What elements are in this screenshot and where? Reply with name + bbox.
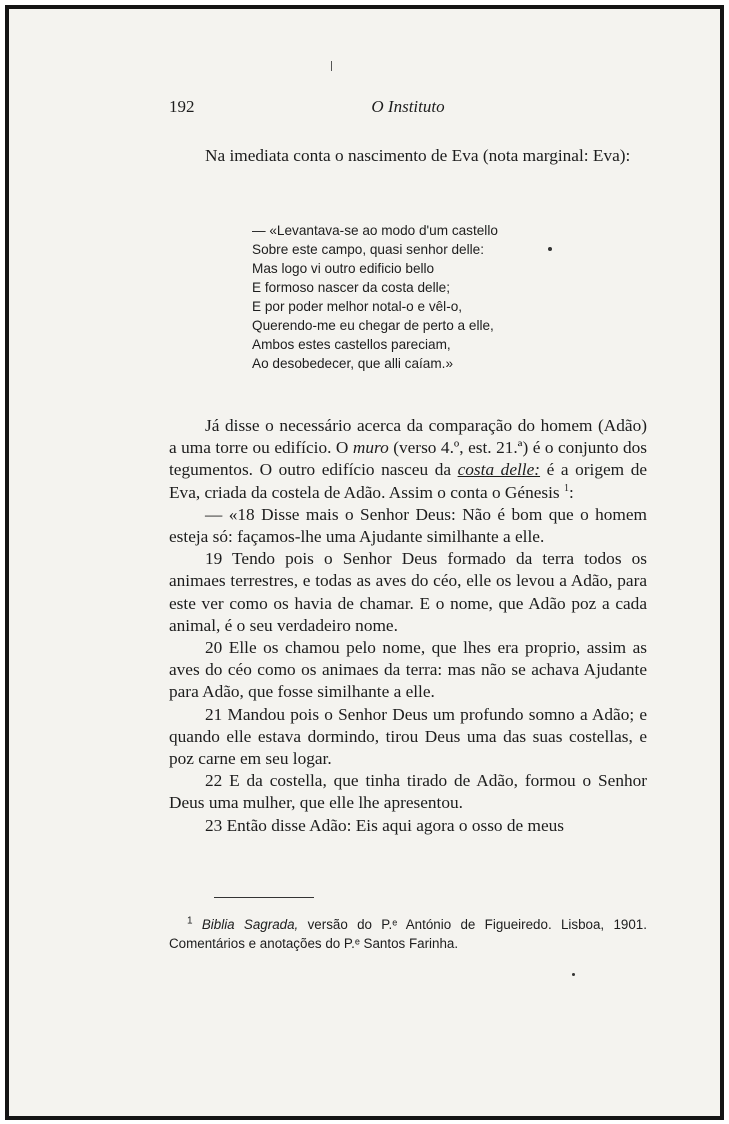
footnote-text: versão do P.ᵉ António de Figueiredo. Lisboa, 1901. Comentários e anotações do P.ᵉ Santos Farinha. xyxy=(169,917,647,951)
intro-text: Na imediata conta o nascimento de Eva (nota marginal: Eva): xyxy=(205,146,631,165)
footnote-title: Biblia Sagrada, xyxy=(201,917,299,932)
scan-speck xyxy=(331,61,332,71)
commentary-text: é a origem de Eva, criada da costela de Adão. Assim o conta o Génesis xyxy=(169,460,647,502)
poem-line: Mas logo vi outro edificio bello xyxy=(252,261,435,276)
footnote-reference: 1 xyxy=(563,482,569,494)
commentary-text: Já disse o necessário acerca da comparação do homem (Adão) a uma torre ou edifício. O xyxy=(169,416,647,458)
poem-line: Sobre este campo, quasi senhor delle: xyxy=(252,242,484,257)
footnote-rule xyxy=(214,897,314,898)
verse-22: 22 E da costella, que tinha tirado de Adão, formou o Senhor Deus uma mulher, que elle lhe apresentou. xyxy=(169,771,647,813)
muro-emphasis: muro xyxy=(352,438,389,458)
costa-emphasis: costa delle: xyxy=(457,460,541,480)
commentary-text: (verso 4.º, est. 21.ª) é o conjunto dos tegumentos. O outro edifício nasceu da xyxy=(169,438,647,480)
verse-23: 23 Então disse Adão: Eis aqui agora o osso de meus xyxy=(205,815,565,835)
verse-20: 20 Elle os chamou pelo nome, que lhes era proprio, assim as aves do céo como os animaes da terra: mas não se achava Ajudante para Adão, que fosse similhante a elle. xyxy=(169,638,647,702)
document-page xyxy=(9,9,720,1116)
commentary-text: : xyxy=(568,482,574,502)
page-frame xyxy=(5,5,724,1120)
verse-quote xyxy=(252,221,498,373)
ink-dot xyxy=(548,247,552,251)
ink-dot xyxy=(572,973,575,976)
poem-line: Querendo-me eu chegar de perto a elle, xyxy=(252,318,494,333)
poem-line: Ao desobedecer, que alli caíam.» xyxy=(252,356,454,371)
poem-line: Ambos estes castellos pareciam, xyxy=(252,337,451,352)
commentary-paragraph xyxy=(169,415,647,504)
running-title: O Instituto xyxy=(371,97,445,116)
poem-line: E formoso nascer da costa delle; xyxy=(252,280,450,295)
poem-line: E por poder melhor notal-o e vêl-o, xyxy=(252,299,463,314)
poem-line: — «Levantava-se ao modo d'um castello xyxy=(252,223,498,238)
verse-19: 19 Tendo pois o Senhor Deus formado da terra todos os animaes terrestres, e todas as aves do céo, elle os levou a Adão, para este ver como os havia de chamar. E o nome, que Adão poz a cada animal, é o seu verdadeiro nome. xyxy=(169,549,647,635)
main-text xyxy=(169,415,647,837)
footnote xyxy=(169,915,647,953)
intro-paragraph xyxy=(169,145,647,167)
page-number: 192 xyxy=(169,97,195,116)
verse-18: — «18 Disse mais o Senhor Deus: Não é bom que o homem esteja só: façamos-lhe uma Ajudante similhante a elle. xyxy=(169,504,647,547)
footnote-marker: 1 xyxy=(187,915,193,927)
page-header xyxy=(169,97,647,121)
verse-21: 21 Mandou pois o Senhor Deus um profundo somno a Adão; e quando elle estava dormindo, tirou Deus uma das suas costellas, e poz carne em seu logar. xyxy=(169,704,647,769)
